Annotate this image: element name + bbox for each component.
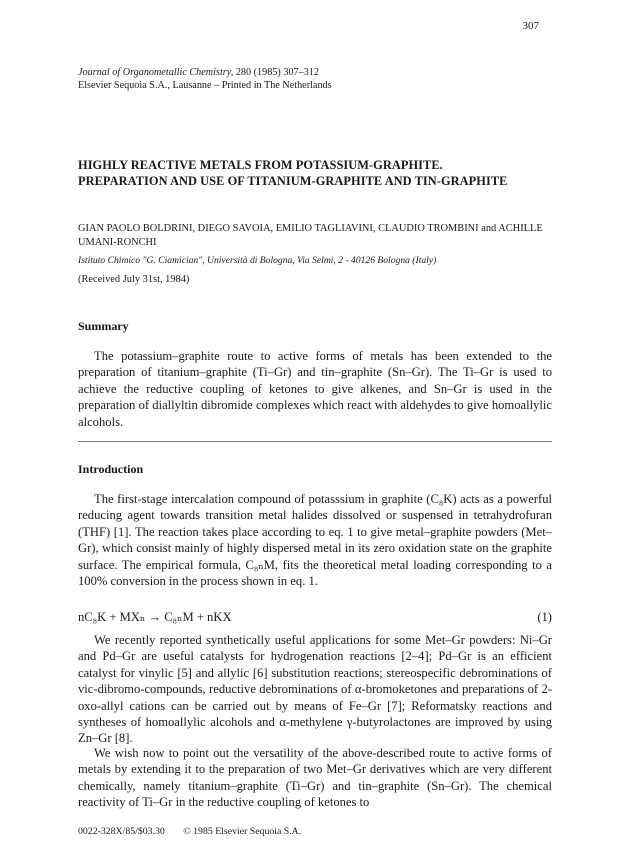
intro-paragraph-1: The first-stage intercalation compound of potasssium in graphite (C₈K) acts as a powerful reducing agent towards transition metal halides dissolved or suspensed in tetrahydrofuran (THF) [1]. The reaction takes place according to eq. 1 to give metal–graphite powders (Met–Gr), which consist mainly of highly dispersed metal in its zero oxidation state on the graphite surface. The empirical formula, C₈ₙM, fits the theoretical metal loading corresponding to a 100% conversion in the process shown in eq. 1. [78, 492, 552, 589]
journal-publisher: Elsevier Sequoia S.A., Lausanne – Printed in The Netherlands [78, 80, 332, 91]
intro-paragraph-3: We wish now to point out the versatility of the above-described route to active forms of metals by extending it to the preparation of two Met–Gr derivatives which are very different chemically, namely titanium–graphite (Ti–Gr) and tin–graphite (Sn–Gr). The chemical reactivity of Ti–Gr in the reductive coupling of ketones to [78, 746, 552, 810]
equation-number: (1) [537, 610, 552, 624]
intro-paragraph-2: We recently reported synthetically useful applications for some Met–Gr powders: Ni–Gr and Pd–Gr are useful catalysts for hydrogenation reactions [2–4]; Pd–Gr is an efficient catalyst for vinylic [5] and allylic [6] substitution reactions; stereospecific debrominations of vic-dibromo-compounds, reductive debrominations of α-bromoketones and preparations of 2-oxo-allyl cations can be carried out by means of Fe–Gr [7]; Reformatsky reactions and syntheses of homoallylic alcohols and α-methylene γ-butyrolactones are improved by using Zn–Gr [8]. [78, 633, 552, 746]
page-footer [78, 826, 317, 837]
title-line: PREPARATION AND USE OF TITANIUM-GRAPHITE AND TIN-GRAPHITE [78, 174, 508, 188]
summary-heading: Summary [78, 319, 129, 333]
equation-1 [78, 609, 552, 625]
article-code: 0022-328X/85/$03.30 [78, 826, 165, 837]
equation-formula: nC₈K + MXₙ → C₈ₙM + nKX [78, 610, 232, 624]
journal-title: Journal of Organometallic Chemistry, [78, 67, 234, 78]
affiliation: Istituto Chimico "G. Ciamician", Università di Bologna, Via Selmi, 2 - 40126 Bologna (Italy) [78, 255, 437, 266]
page-number: 307 [522, 20, 539, 32]
journal-header [78, 66, 332, 92]
title-line: HIGHLY REACTIVE METALS FROM POTASSIUM-GRAPHITE. [78, 158, 443, 172]
received-date: (Received July 31st, 1984) [78, 274, 190, 285]
journal-citation-line [78, 66, 332, 79]
article-title [78, 157, 507, 189]
copyright: © 1985 Elsevier Sequoia S.A. [183, 826, 302, 837]
section-divider [78, 441, 552, 442]
summary-paragraph: The potassium–graphite route to active forms of metals has been extended to the preparation of titanium–graphite (Ti–Gr) and tin–graphite (Sn–Gr). The Ti–Gr is used to achieve the reductive coupling of ketones to give alkenes, and Sn–Gr is used in the preparation of diallyltin dibromide complexes which react with aldehydes to give homoallylic alcohols. [78, 349, 552, 429]
journal-citation: 280 (1985) 307–312 [233, 67, 320, 78]
authors: GIAN PAOLO BOLDRINI, DIEGO SAVOIA, EMILIO TAGLIAVINI, CLAUDIO TROMBINI and ACHILLE UMANI-RONCHI [78, 223, 543, 248]
introduction-heading: Introduction [78, 462, 144, 476]
